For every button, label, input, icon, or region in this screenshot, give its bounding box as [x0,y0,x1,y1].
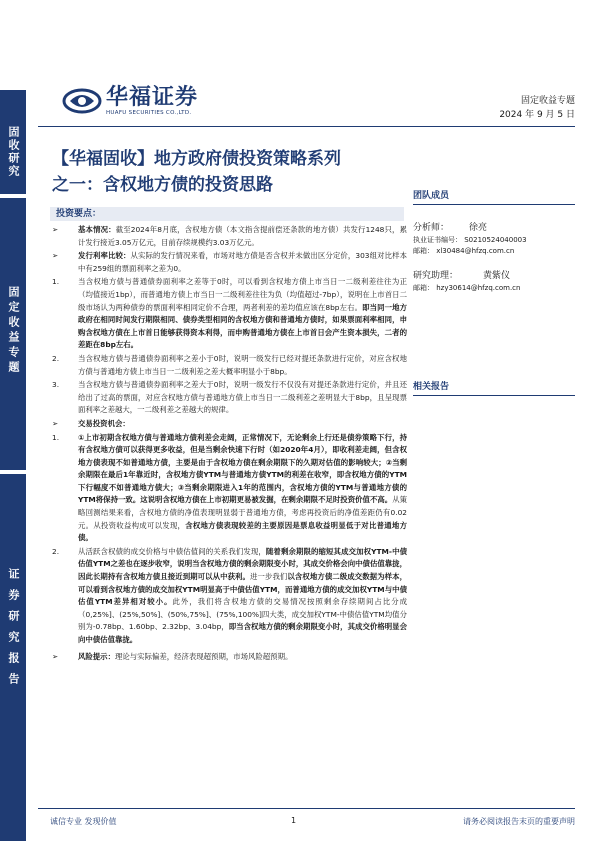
analyst-email[interactable]: 邮箱： xl30484@hfzq.com.cn [413,247,515,255]
arrow-bullet-icon: ➢ [52,418,59,428]
item-number: 2. [52,546,60,556]
item-bold-text: ①上市初期含权地方债与普通地方债利差会走阔，正常情况下，无论剩余上行还是债券策略下行，持有含权地方债可以获得更多收益，但是当剩余快速下行时（如2020年4月），即收利差走阔，但含权地方债表现不如普通地方债，主要是由于含权地方债在剩余期限下的久期对估值的影响较大；②当剩余期限在最后1年靠近时，含权地方债YTM与普通地方债YTM的利差在收窄，即含权地方债的YTM下行幅度不如普通地方债大；③当剩余期限进入1年的范围内，含权地方债的YTM与普通地方债的YTM将保持一致。 [78,432,407,505]
bullet-heading: 交易投资机会： [78,418,130,428]
bullet-text: 从实际的发行情况来看，市场对地方债是否含权并未做出区分定价，303组对比样本中有259组的票面利率之差为0。 [78,251,407,273]
sidebar-divider [0,470,26,474]
item-text: 从活跃含权债的成交价格与中债估值间的关系我们发现， [78,546,266,556]
left-sidebar [0,90,26,841]
title-line-1: 【华福固收】地方政府债投资策略系列 [52,149,341,169]
item-text: 此外，我们将含权地方债的交易情况按照剩余存续期间占比分成（0,25%]、(25%,50%]、(50%,75%]、(75%,100%]四大类，成交加权YTM-中债估值YTM均值分别为-0.78bp、1.60bp、2.32bp、3.04bp， [78,597,407,632]
numbered-item-4 [52,432,407,545]
sidebar-label-topic [0,286,26,376]
sidebar-divider [0,194,26,198]
bullet-text: 理论与实际偏差，经济表现超预期，市场风险超预期。 [114,651,293,661]
item-text: 当含权地方债与普通债券面利率之差小于0时，说明一级发行已经对提还条款进行定价，对应含权地方债与普通地方债上市当日一二级利差之差大概率明显小于8bp。 [78,353,407,376]
bullet-risk [52,651,407,664]
numbered-item-2 [52,353,407,378]
bullet-heading: 发行利率比较： [78,251,131,261]
team-panel [413,188,575,294]
numbered-item-3 [52,379,407,417]
item-bold-text: 即当同一地方政府在相同时间发行期限相同、债券类型相同的含权地方债和普通地方债时，如果票面利率相同，申购含权地方债在上市首日能够获得资本利得，而申购普通地方债在上市首日会产生资本损失，二者的差距在8bp左右。 [78,302,407,350]
title-line-2: 之一：含权地方债的投资思路 [52,175,273,195]
report-title [52,146,412,198]
numbered-item-1 [52,276,407,352]
related-reports-heading: 相关报告 [413,379,575,396]
company-logo [62,86,198,116]
analyst-name: 黄紫仪 [483,271,511,281]
analyst-cert: 执业证书编号： S0210524040003 [413,236,527,244]
item-number: 2. [52,353,60,363]
summary-body [52,224,407,664]
item-number: 1. [52,277,60,287]
item-number: 3. [52,380,60,390]
bullet-trading-opportunity [52,418,407,431]
bullet-heading: 基本情况： [78,225,116,234]
report-category: 固定收益专题 [520,96,575,106]
numbered-item-5 [52,546,407,647]
bullet-rate-compare [52,250,407,275]
analyst-role: 分析师： [413,223,450,233]
footer-disclaimer: 请务必阅读报告末页的重要声明 [463,817,575,826]
item-text: 当含权地方债与普通债券面利率之差等于0时，可以看到含权地方债上市当日一二级利差往往为正（均值接近1bp），而普通地方债上市当日一二级利差往往为负（均值超过-7bp），说明在上市首日二级市场认为两种债券的票面利率相同定价不合理，两者利差的差均值应该在8bp左右。 [78,277,407,312]
sidebar-text-1: 固收研究 [7,126,20,178]
analyst-email[interactable]: 邮箱： hzy30614@hfzq.com.cn [413,284,521,292]
sidebar-label-report [0,568,26,694]
sidebar-text-2: 固定收益专题 [7,286,20,376]
footer-slogan: 诚信专业 发现价值 [50,817,117,826]
analyst-role: 研究助理： [413,271,459,281]
report-date: 2024 年 9 月 5 日 [499,110,575,120]
item-number: 1. [52,432,60,442]
report-header-meta [499,94,575,122]
item-text: 当含权地方债与普通债券面利率之差大于0时，说明一级发行不仅没有对提还条款进行定价，并且还给出了过高的票面，对应含权地方债与普通地方债上市当日一二级利差之差明显大于8bp，且呈现票面利率之差越大，一二级利差之差越大的规律。 [78,380,407,415]
logo-mark-icon [62,87,102,115]
bullet-basic-info [52,224,407,249]
sidebar-label-fixed-income [0,126,26,178]
bullet-heading: 风险提示： [78,651,115,661]
footer-divider [38,808,575,809]
sidebar-text-3: 证券研究报告 [7,568,20,694]
item-text: 进一步我们 [250,572,288,582]
arrow-bullet-icon: ➢ [52,251,59,261]
analyst-1 [413,223,575,257]
item-bold-text: 含权地方债表现较差的主要原因是票息收益明显低于对比普通地方债。 [78,520,407,543]
item-bold-text: 随着剩余期限的缩短其成交加权YTM-中债估值YTM之差也在逐步收窄，说明当含权地方债的剩余期限变小时，其成交价格会向中债估值靠拢，因此长期持有含权地方债且接近到期可以从中获利。 [78,546,407,582]
item-bold-text: 即当含权地方债的剩余期限变小时，其成交价格明显会向中债估值靠拢。 [78,622,407,644]
arrow-bullet-icon: ➢ [52,651,59,661]
item-bold-text: 这说明含权地方债在上市初期更易被发掘，在剩余期限不足时投资价值不高。 [140,495,393,505]
arrow-bullet-icon: ➢ [52,225,59,234]
item-text: 从策略回测结果来看，含权地方债的净值表现明显弱于普通地方债，考虑再投资后的净值差距仍有0.02元。从投资收益构成可以发现， [78,495,407,530]
team-heading: 团队成员 [413,188,575,205]
bullet-text: 截至2024年8月底，含权地方债（本文指含提前偿还条款的地方债）共发行1248只，累计发行接近3.05万亿元，目前存续规模约3.03万亿元。 [78,225,407,247]
summary-heading: 投资要点： [50,207,404,221]
page-number: 1 [291,816,297,825]
logo-name-en: HUAFU SECURITIES CO.,LTD. [106,110,192,116]
logo-name-cn: 华福证券 [106,85,199,110]
analyst-2 [413,271,575,294]
analyst-name: 徐亮 [469,223,488,233]
item-bold-text: 以含权地方债二级成交数据为样本，可以看到含权地方债的成交加权YTM明显高于中债估值YTM，而普通地方债的成交加权YTM与中债估值YTM差异相对较小。 [78,572,407,607]
header-divider [38,126,575,127]
